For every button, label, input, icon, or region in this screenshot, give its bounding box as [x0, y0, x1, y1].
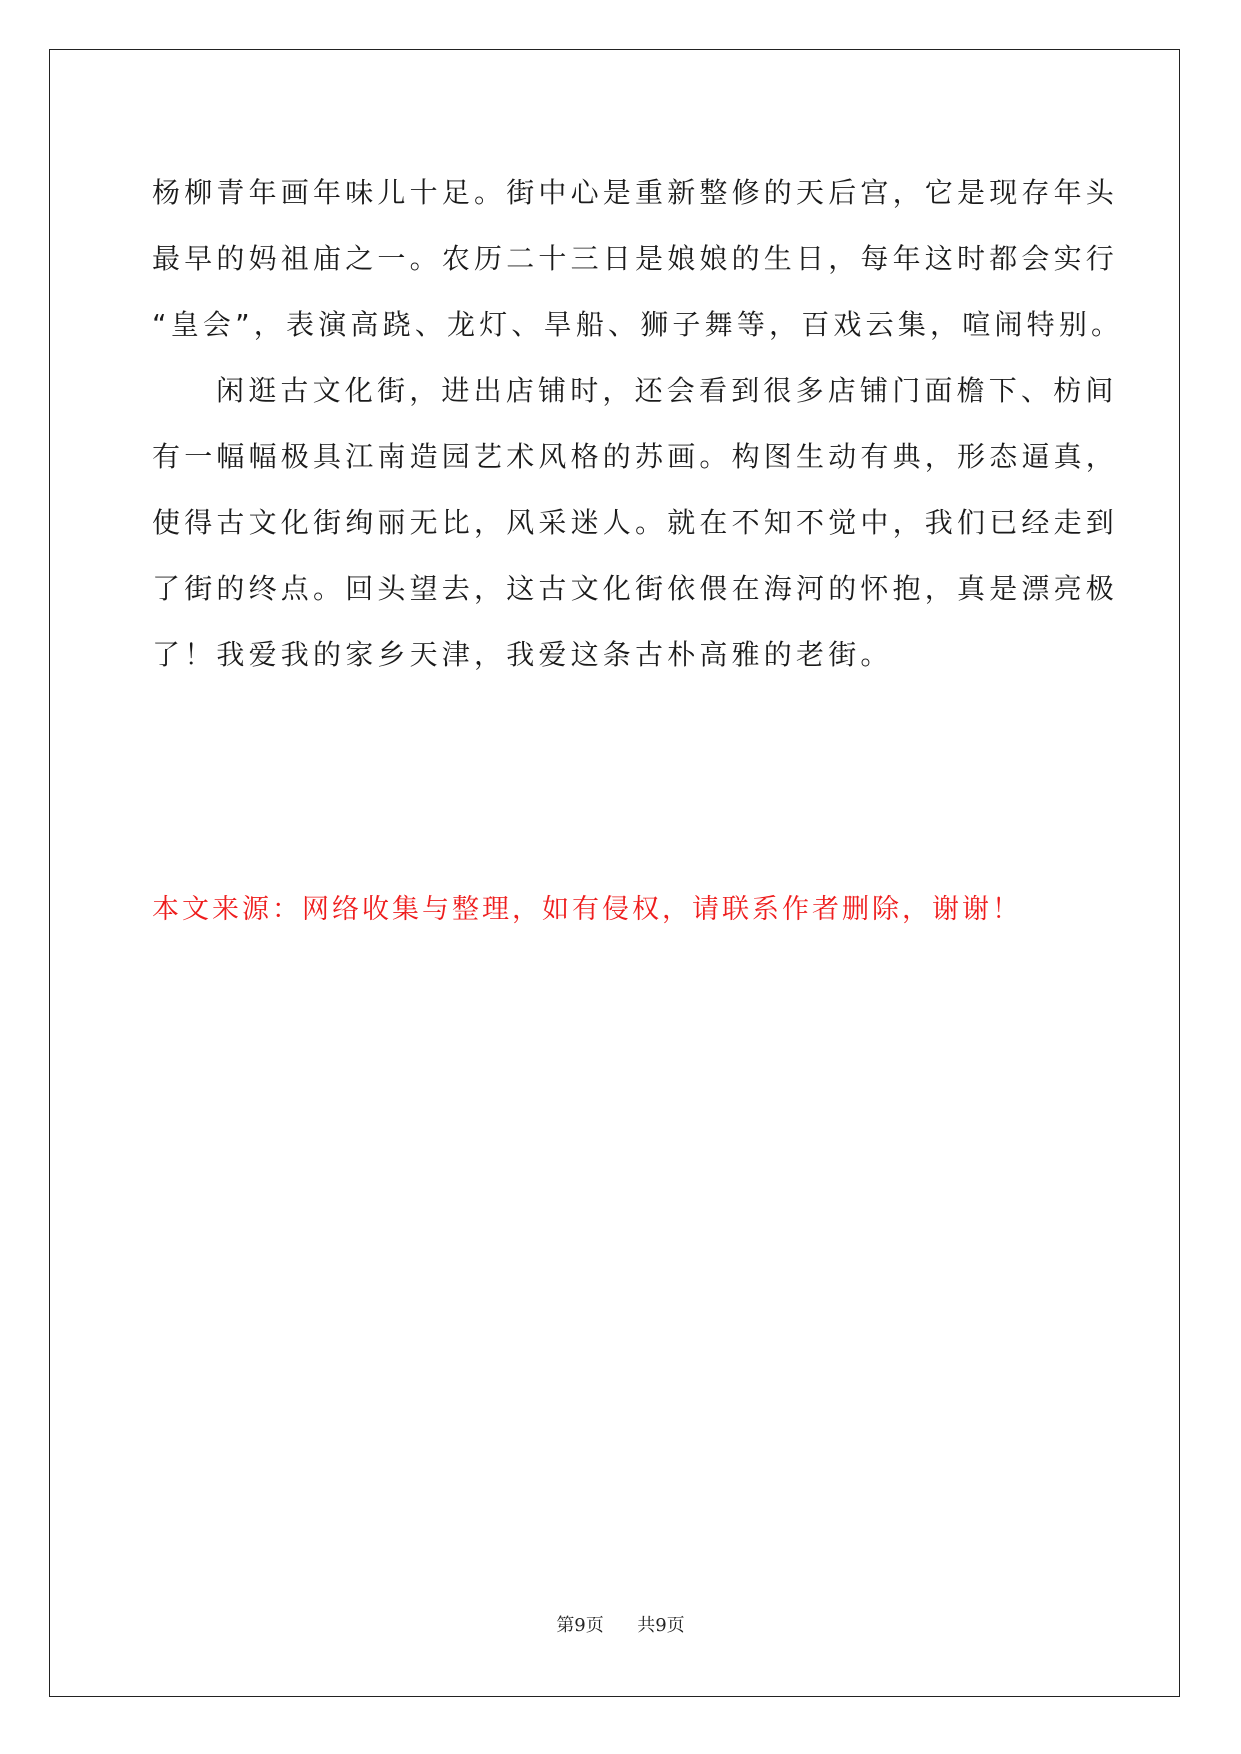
page-number-total: 共9页: [637, 1615, 685, 1636]
document-body: [152, 160, 1124, 688]
paragraph-line: 了街的终点。回头望去，这古文化街依偎在海河的怀抱，真是漂亮极: [152, 572, 1119, 605]
paragraph-line: 了！我爱我的家乡天津，我爱这条古朴高雅的老街。: [152, 638, 893, 671]
paragraph-line: 最早的妈祖庙之一。农历二十三日是娘娘的生日，每年这时都会实行: [152, 242, 1119, 275]
page-footer: [0, 1611, 1241, 1637]
paragraph-line: “皇会”，表演高跷、龙灯、旱船、狮子舞等，百戏云集，喧闹特别。: [152, 308, 1124, 341]
paragraph-line: 有一幅幅极具江南造园艺术风格的苏画。构图生动有典，形态逼真，: [152, 440, 1119, 473]
source-disclaimer: 本文来源：网络收集与整理，如有侵权，请联系作者删除，谢谢！: [152, 894, 1022, 925]
paragraph-line: 使得古文化街绚丽无比，风采迷人。就在不知不觉中，我们已经走到: [152, 506, 1119, 539]
page-number-current: 第9页: [556, 1615, 604, 1636]
paragraph-line: 闲逛古文化街，进出店铺时，还会看到很多店铺门面檐下、枋间: [216, 374, 1118, 407]
paragraph-line: 杨柳青年画年味儿十足。街中心是重新整修的天后宫，它是现存年头: [152, 176, 1119, 209]
